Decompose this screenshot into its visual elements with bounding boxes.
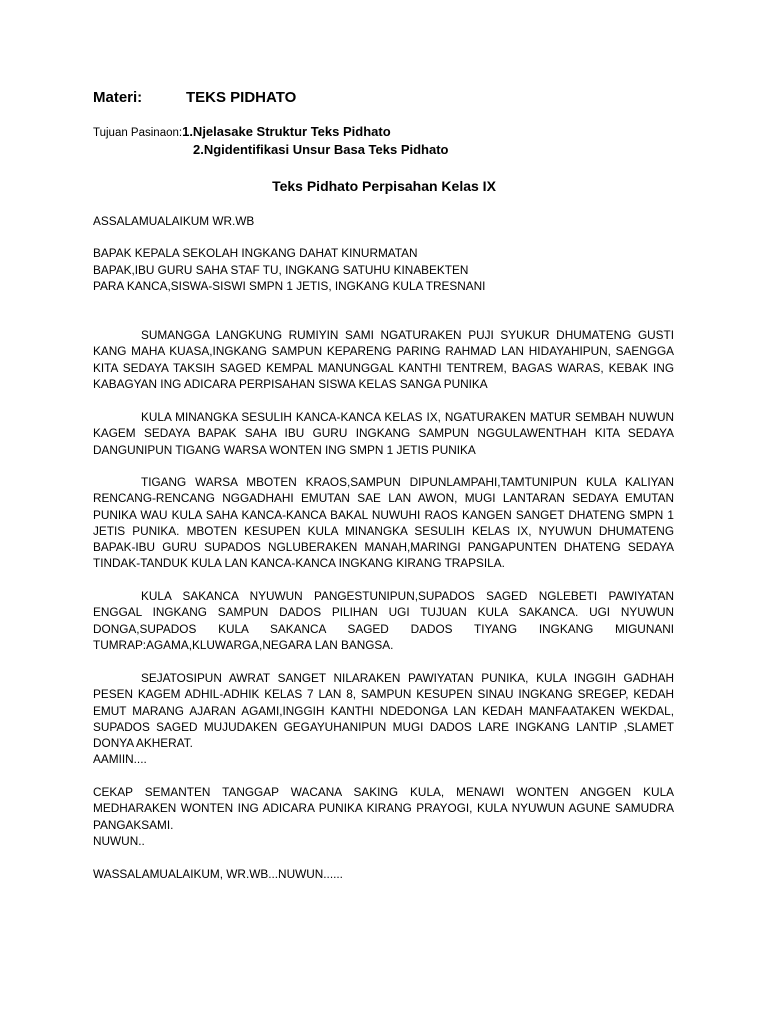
- tujuan-line-1: [93, 124, 391, 139]
- tujuan-item-1: 1.Njelasake Struktur Teks Pidhato: [182, 124, 391, 139]
- farewell: WASSALAMUALAIKUM, WR.WB...NUWUN......: [93, 867, 343, 881]
- tujuan-label: Tujuan Pasinaon:: [93, 127, 183, 139]
- materi-title: TEKS PIDHATO: [186, 89, 297, 106]
- aamiin: AAMIIN....: [93, 752, 147, 766]
- address-line-2: BAPAK,IBU GURU SAHA STAF TU, INGKANG SATUHU KINABEKTEN: [93, 263, 469, 277]
- paragraph-2: KULA MINANGKA SESULIH KANCA-KANCA KELAS IX, NGATURAKEN MATUR SEMBAH NUWUN KAGEM SEDAYA BAPAK SAHA IBU GURU INGKANG SAMPUN NGGULAWENTHAH KITA SEDAYA DANGUNIPUN TIGANG WARSA WONTEN ING SMPN 1 JETIS PUNIKA: [93, 410, 674, 457]
- address-line-1: BAPAK KEPALA SEKOLAH INGKANG DAHAT KINURMATAN: [93, 246, 418, 260]
- materi-label: Materi:: [93, 89, 143, 106]
- speech-title: Teks Pidhato Perpisahan Kelas IX: [272, 178, 496, 194]
- address-line-3: PARA KANCA,SISWA-SISWI SMPN 1 JETIS, INGKANG KULA TRESNANI: [93, 279, 486, 293]
- greeting: ASSALAMUALAIKUM WR.WB: [93, 214, 255, 228]
- paragraph-3: TIGANG WARSA MBOTEN KRAOS,SAMPUN DIPUNLAMPAHI,TAMTUNIPUN KULA KALIYAN RENCANG-RENCANG NGGADHAHI EMUTAN SAE LAN AWON, MUGI LANTARAN SEDAYA EMUTAN PUNIKA WAU KULA SAHA KANCA-KANCA BAKAL NUWUHI RAOS KANGEN SANGET DHATENG SMPN 1 JETIS PUNIKA. MBOTEN KESUPEN KULA MINANGKA SESULIH KELAS IX, NYUWUN DHUMATENG BAPAK-IBU GURU SUPADOS NGLUBERAKEN MANAH,MARINGI PANGAPUNTEN DHATENG SEDAYA TINDAK-TANDUK KULA LAN KANCA-KANCA INGKANG KIRANG TRAPSILA.: [93, 475, 674, 571]
- paragraph-4: KULA SAKANCA NYUWUN PANGESTUNIPUN,SUPADOS SAGED NGLEBETI PAWIYATAN ENGGAL INGKANG SAMPUN DADOS PILIHAN UGI TUJUAN KULA SAKANCA. UGI NYUWUN DONGA,SUPADOS KULA SAKANCA SAGED DADOS TIYANG INGKANG MIGUNANI TUMRAP:AGAMA,KLUWARGA,NEGARA LAN BANGSA.: [93, 589, 674, 652]
- closing-paragraph: CEKAP SEMANTEN TANGGAP WACANA SAKING KULA, MENAWI WONTEN ANGGEN KULA MEDHARAKEN WONTEN ING ADICARA PUNIKA KIRANG PRAYOGI, KULA NYUWUN AGUNE SAMUDRA PANGAKSAMI.: [93, 785, 674, 832]
- nuwun: NUWUN..: [93, 834, 145, 848]
- paragraph-5: SEJATOSIPUN AWRAT SANGET NILARAKEN PAWIYATAN PUNIKA, KULA INGGIH GADHAH PESEN KAGEM ADHIL-ADHIK KELAS 7 LAN 8, SAMPUN KESUPEN SINAU INGKANG SREGEP, KEDAH EMUT MARANG AJARAN AGAMI,INGGIH KANTHI NDEDONGA LAN KEDAH MANFAATAKEN WEKDAL, SUPADOS SAGED MUJUDAKEN GEGAYUHANIPUN MUGI DADOS LARE INGKANG LANTIP ,SLAMET DONYA AKHERAT.: [93, 671, 674, 751]
- paragraph-1: SUMANGGA LANGKUNG RUMIYIN SAMI NGATURAKEN PUJI SYUKUR DHUMATENG GUSTI KANG MAHA KUASA,INGKANG SAMPUN KEPARENG PARING RAHMAD LAN HIDAYAHIPUN, SAENGGA KITA SEDAYA TAKSIH SAGED KEMPAL MANUNGGAL KANTHI TENTREM, BAGAS WARAS, KEBAK ING KABAGYAN ING ADICARA PERPISAHAN SISWA KELAS SANGA PUNIKA: [93, 328, 674, 391]
- tujuan-item-2: 2.Ngidentifikasi Unsur Basa Teks Pidhato: [193, 142, 449, 157]
